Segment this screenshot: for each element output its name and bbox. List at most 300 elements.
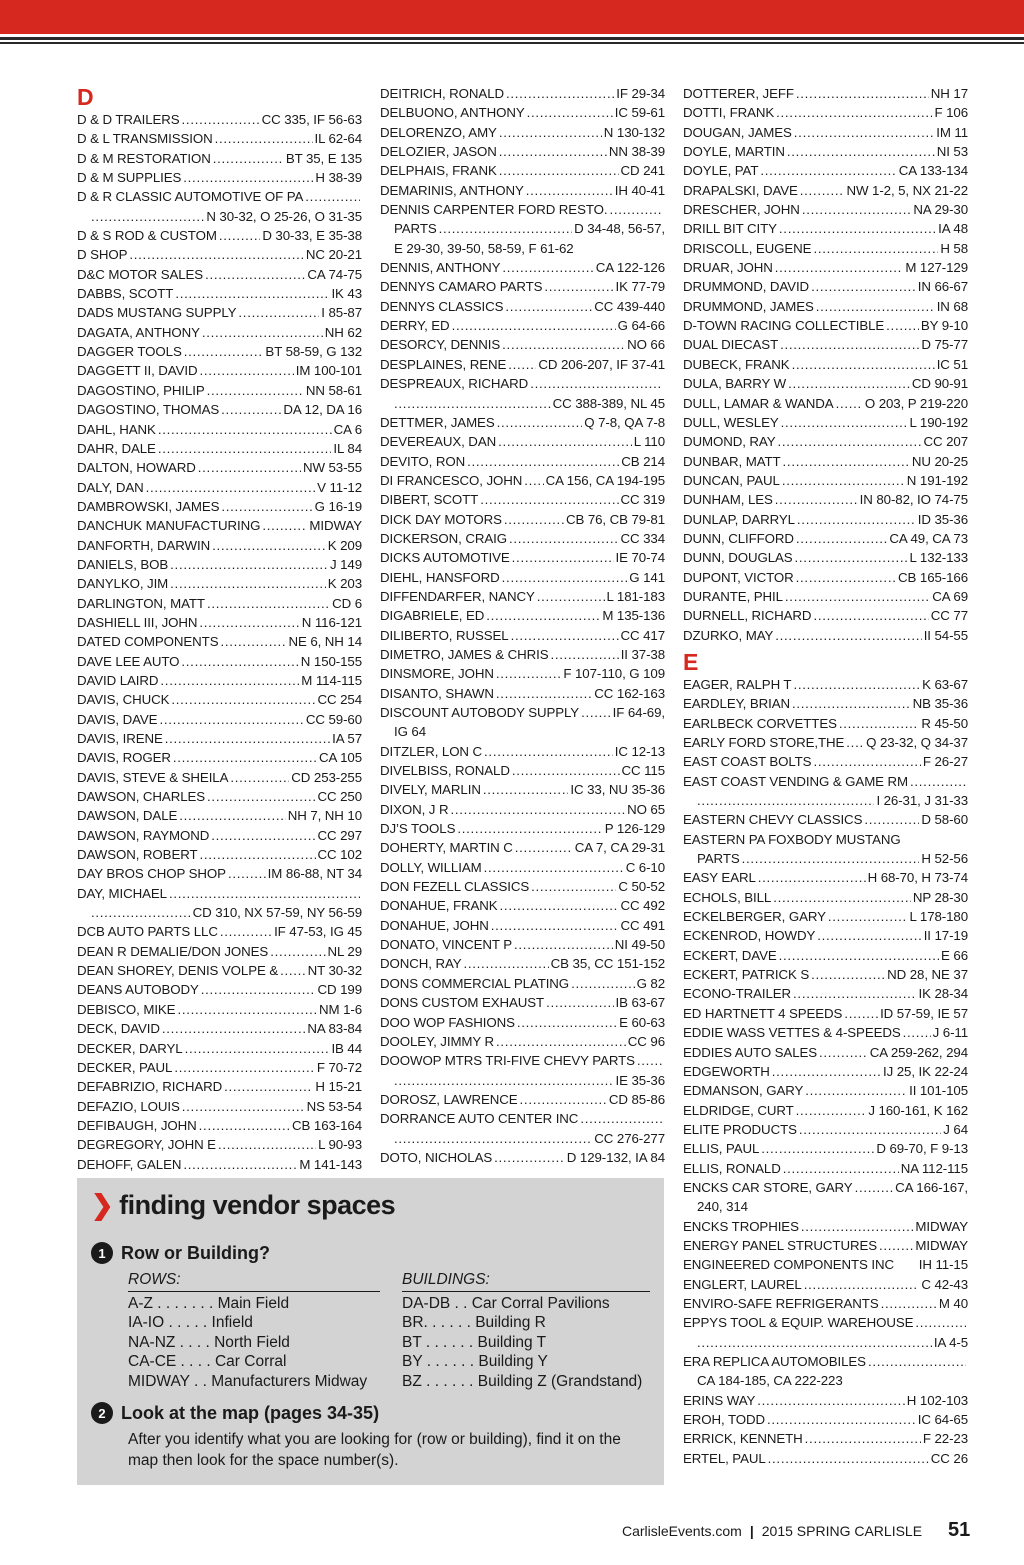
vendor-name: DARLINGTON, MATT [77, 595, 205, 611]
vendor-entry [683, 510, 968, 529]
vendor-name: EARLY FORD STORE,THE [683, 735, 845, 750]
vendor-entry [77, 806, 362, 825]
vendor-name: DERRY, ED [380, 318, 450, 334]
vendor-name: DICKERSON, CRAIG [380, 530, 507, 546]
dot-leader [839, 714, 920, 733]
vendor-name: DAVIS, STEVE & SHEILA [77, 769, 229, 785]
vendor-entry [77, 1000, 362, 1019]
vendor-entry [77, 323, 362, 342]
vendor-entry [77, 671, 362, 690]
vendor-location: IF 47-53, IG 45 [274, 924, 362, 940]
dot-leader [491, 916, 619, 935]
vendor-name: D-TOWN RACING COLLECTIBLE [683, 318, 885, 334]
dot-leader [796, 529, 887, 548]
vendor-name: EASY EARL [683, 870, 756, 886]
vendor-location: H 52-56 [921, 851, 968, 867]
vendor-entry [683, 452, 968, 471]
vendor-name: ED HARTNETT 4 SPEEDS [683, 1005, 843, 1021]
vendor-name: DONAHUE, JOHN [380, 917, 489, 933]
vendor-name: D & S ROD & CUSTOM [77, 228, 217, 244]
vendor-name: DITZLER, LON C [380, 743, 483, 759]
vendor-name: ELLIS, PAUL [683, 1141, 760, 1157]
vendor-location: DA 12, DA 16 [283, 402, 362, 418]
vendor-location: F 26-27 [922, 754, 968, 770]
entry-location: I 26-31, J 31-33 [876, 793, 968, 809]
dot-leader [494, 1148, 565, 1167]
dot-leader [805, 1429, 921, 1448]
vendor-entry [77, 342, 362, 361]
vendor-entry [380, 858, 665, 877]
vendor-location: CA 74-75 [307, 266, 362, 282]
vendor-entry [77, 516, 362, 535]
dot-leader [795, 548, 908, 567]
vendor-name: DI FRANCESCO, JOHN [380, 472, 523, 488]
dot-leader [777, 432, 921, 451]
vendor-name: DESPREAUX, RICHARD [380, 376, 529, 392]
vendor-location: IA 48 [938, 221, 968, 237]
vendor-name: DZURKO, MAY [683, 627, 774, 643]
dot-leader [796, 568, 896, 587]
vendor-name: DAHL, HANK [77, 421, 156, 437]
vendor-location: CA 69 [932, 588, 968, 604]
vendor-name: DUBECK, FRANK [683, 356, 790, 372]
entry-location: N 30-32, O 25-26, O 31-35 [206, 208, 362, 224]
chevron-right-icon: ❯ [91, 1190, 114, 1220]
vendor-entry [380, 954, 665, 973]
vendor-location: NC 20-21 [305, 247, 362, 263]
vendor-name: DECKER, PAUL [77, 1059, 173, 1075]
entry-continuation [683, 791, 968, 810]
dot-leader [220, 632, 286, 651]
dot-leader [836, 394, 863, 413]
vendor-location: NW 53-55 [302, 460, 362, 476]
buildings-item: BR. . . . . . Building R [402, 1314, 546, 1331]
vendor-entry [380, 452, 665, 471]
vendor-entry [77, 574, 362, 593]
vendor-location: D 30-33, E 35-38 [262, 228, 362, 244]
vendor-entry [683, 868, 968, 887]
vendor-location: N 191-192 [906, 472, 968, 488]
dot-leader [457, 819, 602, 838]
buildings-legend [402, 1270, 650, 1391]
vendor-entry [380, 877, 665, 896]
dot-leader [802, 200, 912, 219]
vendor-location: BT 35, E 135 [285, 150, 362, 166]
vendor-location: IC 51 [936, 356, 968, 372]
dot-leader [800, 181, 845, 200]
dot-leader [828, 907, 908, 926]
dot-leader [782, 471, 905, 490]
vendor-name: DAHR, DALE [77, 440, 156, 456]
vendor-location: IF 64-69, [612, 705, 665, 720]
vendor-entry [380, 838, 665, 857]
dot-leader [903, 1023, 931, 1042]
vendor-name: ERTEL, PAUL [683, 1450, 766, 1466]
vendor-name: DAGGETT II, DAVID [77, 363, 198, 379]
vendor-location: IM 11 [936, 124, 968, 140]
dot-leader [497, 413, 583, 432]
dot-leader [165, 729, 330, 748]
vendor-entry [77, 497, 362, 516]
dot-leader [177, 1000, 317, 1019]
dot-leader [758, 868, 866, 887]
buildings-item: DA-DB . . Car Corral Pavilions [402, 1294, 610, 1312]
vendor-location: IJ 25, IK 22-24 [883, 1063, 968, 1079]
entry-location: CC 388-389, NL 45 [552, 395, 665, 411]
vendor-entry [77, 458, 362, 477]
vendor-name: EDGEWORTH [683, 1063, 770, 1079]
vendor-entry [683, 1101, 968, 1120]
vendor-location: IC 12-13 [614, 743, 665, 759]
vendor-name: DUNN, DOUGLAS [683, 550, 793, 566]
vendor-location: IK 28-34 [918, 986, 968, 1002]
vendor-entry [380, 316, 665, 335]
dot-leader [207, 381, 304, 400]
vendor-entry [380, 626, 665, 645]
vendor-location: CD 90-91 [911, 376, 968, 392]
vendor-entry [683, 1410, 968, 1429]
vendor-location: CC 491 [620, 917, 665, 933]
vendor-entry [380, 587, 665, 606]
vendor-entry [77, 594, 362, 613]
vendor-name: DELORENZO, AMY [380, 124, 497, 140]
vendor-entry [77, 439, 362, 458]
vendor-location: M 127-129 [905, 260, 968, 276]
vendor-entry [77, 1019, 362, 1038]
step-1-number: 1 [91, 1242, 113, 1264]
vendor-entry [380, 142, 665, 161]
vendor-entry [683, 1023, 968, 1042]
vendor-name: DRUMMOND, JAMES [683, 298, 814, 314]
vendor-location: M 141-143 [299, 1156, 362, 1172]
vendor-entry [380, 471, 665, 490]
dot-leader [811, 965, 885, 984]
vendor-location: H 102-103 [906, 1392, 968, 1408]
vendor-location: ID 57-59, IE 57 [880, 1005, 968, 1021]
dot-leader [182, 1097, 305, 1116]
dot-leader [779, 946, 939, 965]
dot-leader [270, 942, 325, 961]
vendor-name: DAMBROWSKI, JAMES [77, 498, 220, 514]
vendor-location: N 150-155 [300, 653, 362, 669]
vendor-location: H 38-39 [315, 170, 362, 186]
vendor-location: D 58-60 [921, 812, 968, 828]
vendor-location: CB 214 [621, 453, 665, 469]
step-2-description: After you identify what you are looking for (row or building), find it on the map then look for the space number(s). [128, 1431, 621, 1469]
dot-leader [796, 1101, 867, 1120]
dot-leader [509, 529, 619, 548]
footer-website-link[interactable]: CarlisleEvents.com [622, 1523, 742, 1539]
vendor-entry [77, 961, 362, 980]
dot-leader [796, 84, 929, 103]
vendor-name: DUNBAR, MATT [683, 453, 781, 469]
dot-leader [512, 548, 614, 567]
dot-leader [760, 161, 896, 180]
vendor-entry [683, 1139, 968, 1158]
vendor-name: DALTON, HOWARD [77, 460, 196, 476]
dot-leader [811, 277, 916, 296]
vendor-name: D & R CLASSIC AUTOMOTIVE OF PA [77, 189, 304, 205]
vendor-name: ECHOLS, BILL [683, 889, 772, 905]
vendor-location: IB 63-67 [615, 995, 665, 1011]
dot-leader [181, 652, 298, 671]
vendor-entry [77, 536, 362, 555]
vendor-location: J 64 [943, 1121, 968, 1137]
vendor-name: DINSMORE, JOHN [380, 666, 494, 682]
vendor-location: CC 297 [317, 827, 362, 843]
vendor-name: DECKER, DARYL [77, 1040, 183, 1056]
dot-leader [496, 684, 592, 703]
dot-leader [508, 355, 536, 374]
vendor-location: NI 49-50 [614, 937, 665, 953]
vendor-entry [77, 768, 362, 787]
dot-leader [201, 980, 316, 999]
vendor-location: G 82 [636, 975, 665, 991]
vendor-location: NH 7, NH 10 [287, 808, 362, 824]
vendor-name: DIEHL, HANSFORD [380, 569, 500, 585]
vendor-entry [683, 355, 968, 374]
vendor-location: CA 6 [333, 421, 362, 437]
vendor-location: L 190-192 [909, 414, 968, 430]
dot-leader [761, 1139, 874, 1158]
vendor-name: DEVITO, RON [380, 453, 466, 469]
rows-item: NA-NZ . . . . North Field [128, 1333, 290, 1351]
entry-continuation: CA 184-185, CA 222-223 [697, 1373, 843, 1389]
vendor-name: ECKERT, DAVE [683, 947, 777, 963]
dot-leader [804, 1275, 920, 1294]
vendor-name: DUMOND, RAY [683, 434, 776, 450]
vendor-name: EDDIE WASS VETTES & 4-SPEEDS [683, 1025, 901, 1041]
entry-continuation [683, 1333, 968, 1352]
dot-leader [524, 471, 543, 490]
vendor-location: P 126-129 [604, 821, 665, 837]
vendor-entry [380, 258, 665, 277]
dot-leader [868, 1352, 966, 1371]
dot-leader [779, 219, 936, 238]
dot-leader [230, 768, 289, 787]
finding-vendor-spaces-box [77, 1178, 664, 1485]
dot-leader [219, 226, 261, 245]
vendor-location: IN 68 [936, 298, 968, 314]
vendor-entry [683, 1236, 968, 1255]
vendor-name: DIVELY, MARLIN [380, 782, 481, 798]
vendor-name: EASTERN PA FOXBODY MUSTANG [683, 831, 901, 847]
vendor-location: CA 156, CA 194-195 [545, 472, 665, 488]
vendor-entry [683, 84, 968, 103]
vendor-entry [380, 103, 665, 122]
vendor-entry [380, 568, 665, 587]
vendor-location: IL 62-64 [314, 131, 362, 147]
dot-leader [496, 664, 562, 683]
vendor-location: K 209 [327, 537, 362, 553]
rows-item: A-Z . . . . . . . Main Field [128, 1294, 290, 1312]
vendor-location: IM 100-101 [295, 363, 362, 379]
vendor-entry [683, 1255, 968, 1274]
footer-event-name: 2015 SPRING CARLISLE [761, 1523, 923, 1539]
vendor-entry [683, 926, 968, 945]
dot-leader [211, 826, 315, 845]
dot-leader [775, 490, 858, 509]
vendor-name: DOOLEY, JIMMY R [380, 1033, 495, 1049]
vendor-location: CA 49, CA 73 [889, 530, 968, 546]
dot-leader [199, 361, 293, 380]
vendor-location: R 45-50 [921, 715, 968, 731]
vendor-location: IK 77-79 [615, 279, 665, 295]
vendor-column-2 [380, 84, 665, 1167]
vendor-entry [683, 830, 968, 849]
vendor-name: DECK, DAVID [77, 1021, 160, 1037]
header-rule [0, 37, 1024, 40]
dot-leader [182, 110, 260, 129]
dot-leader [221, 497, 312, 516]
vendor-entry [683, 733, 968, 752]
vendor-name: DIGABRIELE, ED [380, 608, 485, 624]
vendor-name: DICK DAY MOTORS [380, 511, 502, 527]
vendor-location: NM 1-6 [319, 1001, 362, 1017]
vendor-entry [77, 652, 362, 671]
vendor-entry [683, 200, 968, 219]
vendor-entry [380, 432, 665, 451]
vendor-entry [77, 1097, 362, 1116]
vendor-entry [77, 690, 362, 709]
vendor-entry [380, 974, 665, 993]
step-2-title: Look at the map (pages 34-35) [121, 1402, 380, 1423]
dot-leader [394, 1129, 592, 1148]
vendor-name: DUNHAM, LES [683, 492, 773, 508]
vendor-location: NN 38-39 [608, 144, 665, 160]
dot-leader [200, 845, 316, 864]
dot-leader [480, 490, 618, 509]
dot-leader [844, 1004, 878, 1023]
dot-leader [159, 710, 303, 729]
vendor-entry [77, 845, 362, 864]
vendor-location: IH 40-41 [614, 182, 665, 198]
vendor-location: IF 29-34 [616, 86, 665, 101]
dot-leader [757, 1391, 905, 1410]
dot-leader [813, 752, 920, 771]
vendor-entry [77, 1116, 362, 1135]
vendor-name: DURNELL, RICHARD [683, 608, 812, 624]
vendor-location: BY 9-10 [920, 318, 968, 334]
vendor-name: DAVE LEE AUTO [77, 653, 180, 669]
vendor-name: DETTMER, JAMES [380, 414, 495, 430]
dot-leader [881, 1294, 937, 1313]
vendor-location: IL 84 [333, 440, 362, 456]
dot-leader [202, 323, 323, 342]
entry-continuation [77, 207, 362, 226]
vendor-location: BT 58-59, G 132 [265, 344, 362, 360]
vendor-location: F 22-23 [922, 1431, 968, 1447]
vendor-location: IC 64-65 [917, 1412, 968, 1428]
vendor-name: DAWSON, ROBERT [77, 847, 198, 863]
vendor-location: C 50-52 [618, 879, 665, 895]
dot-leader [198, 458, 301, 477]
vendor-location: CC 162-163 [594, 685, 665, 701]
vendor-name: DULL, LAMAR & WANDA [683, 395, 834, 411]
step-1-heading [91, 1242, 270, 1264]
dot-leader [781, 413, 908, 432]
vendor-entry [683, 965, 968, 984]
vendor-location: N 116-121 [301, 614, 362, 630]
vendor-location: CB 76, CB 79-81 [565, 511, 665, 527]
vendor-location: IC 33, NU 35-36 [570, 782, 665, 798]
vendor-entry [683, 413, 968, 432]
vendor-location: L 178-180 [909, 909, 968, 925]
vendor-location: NS 53-54 [306, 1098, 362, 1114]
vendor-entry [380, 490, 665, 509]
dot-leader [697, 791, 874, 810]
vendor-name: ENGLERT, LAUREL [683, 1276, 802, 1292]
vendor-name: EROH, TODD [683, 1412, 765, 1428]
vendor-name: EPPYS TOOL & EQUIP. WAREHOUSE [683, 1315, 914, 1331]
vendor-entry [380, 800, 665, 819]
vendor-name: DONS COMMERCIAL PLATING [380, 975, 570, 991]
vendor-name: DOLLY, WILLIAM [380, 859, 482, 875]
vendor-name: DAWSON, CHARLES [77, 789, 206, 805]
vendor-name: EAGER, RALPH T [683, 676, 792, 692]
vendor-column-1 [77, 84, 362, 1174]
vendor-entry [683, 626, 968, 645]
entry-continuation [380, 394, 665, 413]
dot-leader [797, 510, 916, 529]
vendor-entry [683, 675, 968, 694]
dot-leader [213, 149, 284, 168]
page-footer [622, 1519, 970, 1542]
dot-leader [199, 613, 299, 632]
dot-leader [183, 1155, 297, 1174]
vendor-name: DAVIS, CHUCK [77, 692, 170, 708]
vendor-name: ECKELBERGER, GARY [683, 909, 826, 925]
vendor-name: DANYLKO, JIM [77, 576, 169, 592]
vendor-name: DONATO, VINCENT P [380, 937, 513, 953]
vendor-name: ENVIRO-SAFE REFRIGERANTS [683, 1295, 879, 1311]
vendor-name: DOOWOP MTRS TRI-FIVE CHEVY PARTS [380, 1053, 635, 1069]
vendor-entry [77, 284, 362, 303]
vendor-entry [77, 226, 362, 245]
vendor-entry [683, 984, 968, 1003]
vendor-location: CC 26 [930, 1450, 968, 1466]
vendor-entry [380, 529, 665, 548]
vendor-name: ECONO-TRAILER [683, 986, 792, 1002]
entry-location: IA 4-5 [933, 1334, 968, 1350]
vendor-location: H 58 [940, 240, 968, 256]
dot-leader [819, 1043, 868, 1062]
vendor-location: NA 83-84 [307, 1021, 362, 1037]
vendor-entry [683, 471, 968, 490]
dot-leader [129, 245, 304, 264]
vendor-name: DUNLAP, DARRYL [683, 511, 795, 527]
vendor-entry [77, 361, 362, 380]
dot-leader [238, 303, 319, 322]
dot-leader [305, 187, 360, 206]
dot-leader [439, 219, 572, 238]
vendor-location: CB 165-166 [898, 569, 968, 585]
vendor-location: CA 122-126 [595, 260, 665, 276]
vendor-location: II 17-19 [923, 928, 968, 944]
vendor-location: MIDWAY [915, 1218, 968, 1234]
footer-separator: | [749, 1523, 754, 1539]
dot-leader [805, 1081, 907, 1100]
buildings-item: BY . . . . . . Building Y [402, 1353, 548, 1370]
vendor-name: DONAHUE, FRANK [380, 898, 498, 914]
vendor-entry [683, 161, 968, 180]
vendor-entry [77, 729, 362, 748]
vendor-entry [683, 888, 968, 907]
vendor-entry [77, 303, 362, 322]
vendor-location: NP 28-30 [912, 889, 968, 905]
vendor-entry [77, 478, 362, 497]
dot-leader [817, 926, 921, 945]
